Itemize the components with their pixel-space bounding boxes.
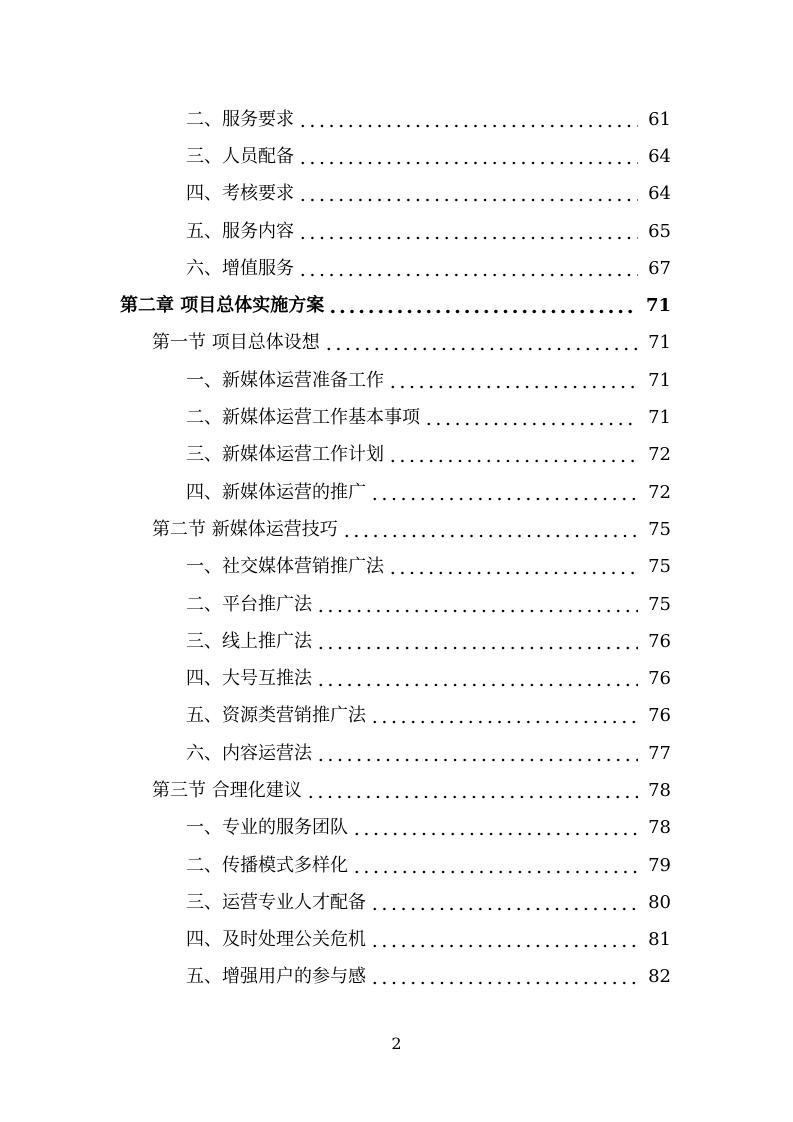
toc-entry[interactable]: [0, 101, 671, 138]
dot-leader: [352, 819, 638, 837]
dot-leader: [370, 894, 638, 912]
toc-entry[interactable]: [0, 884, 671, 921]
toc-entry-page: 72: [648, 481, 671, 503]
dot-leader: [298, 111, 638, 129]
toc-entry[interactable]: [0, 250, 671, 287]
toc-entry-page: 71: [648, 332, 671, 354]
toc-entry-title: 二、平台推广法: [186, 593, 312, 615]
toc-entry-page: 78: [648, 817, 671, 839]
toc-entry-title: 三、人员配备: [186, 145, 294, 167]
toc-entry-page: 71: [648, 407, 671, 429]
toc-entry[interactable]: [0, 287, 671, 324]
toc-entry-page: 81: [648, 929, 671, 951]
dot-leader: [298, 223, 638, 241]
toc-entry-title: 一、社交媒体营销推广法: [186, 556, 384, 578]
toc-entry[interactable]: [0, 698, 671, 735]
toc-entry[interactable]: [0, 810, 671, 847]
toc-entry-title: 一、新媒体运营准备工作: [186, 369, 384, 391]
toc-entry-page: 75: [648, 556, 671, 578]
toc-entry-page: 76: [648, 630, 671, 652]
toc-entry-title: 三、线上推广法: [186, 630, 312, 652]
dot-leader: [298, 185, 638, 203]
dot-leader: [342, 521, 638, 539]
toc-entry-page: 64: [648, 183, 671, 205]
toc-entry[interactable]: [0, 549, 671, 586]
toc-entry-title: 六、增值服务: [186, 257, 294, 279]
dot-leader: [316, 596, 638, 614]
toc-entry-page: 80: [648, 891, 671, 913]
toc-entry-title: 五、增强用户的参与感: [186, 966, 366, 988]
toc-entry[interactable]: [0, 959, 671, 996]
dot-leader: [370, 707, 638, 725]
toc-entry-page: 76: [648, 705, 671, 727]
table-of-contents: [0, 101, 793, 996]
dot-leader: [370, 484, 638, 502]
toc-entry[interactable]: [0, 138, 671, 175]
toc-entry[interactable]: [0, 474, 671, 511]
toc-entry-page: 71: [648, 369, 671, 391]
toc-entry-page: 64: [648, 145, 671, 167]
dot-leader: [316, 745, 638, 763]
toc-entry[interactable]: [0, 586, 671, 623]
toc-entry-title: 三、新媒体运营工作计划: [186, 444, 384, 466]
page-number: 2: [391, 1034, 402, 1053]
toc-entry-page: 75: [648, 593, 671, 615]
dot-leader: [424, 409, 638, 427]
toc-entry-title: 二、服务要求: [186, 108, 294, 130]
toc-entry-title: 六、内容运营法: [186, 742, 312, 764]
toc-entry-title: 第一节 项目总体设想: [152, 332, 320, 354]
toc-entry-title: 四、新媒体运营的推广: [186, 481, 366, 503]
dot-leader: [316, 633, 638, 651]
dot-leader: [316, 670, 638, 688]
toc-entry[interactable]: [0, 660, 671, 697]
toc-entry-title: 第三节 合理化建议: [152, 779, 302, 801]
toc-entry-title: 第二节 新媒体运营技巧: [152, 518, 338, 540]
toc-entry-title: 五、资源类营销推广法: [186, 705, 366, 727]
dot-leader: [298, 260, 638, 278]
dot-leader: [324, 334, 638, 352]
dot-leader: [298, 148, 638, 166]
toc-entry[interactable]: [0, 847, 671, 884]
toc-entry-title: 二、新媒体运营工作基本事项: [186, 407, 420, 429]
toc-entry[interactable]: [0, 437, 671, 474]
toc-entry-page: 77: [648, 742, 671, 764]
toc-entry-page: 65: [648, 220, 671, 242]
toc-entry-page: 72: [648, 444, 671, 466]
dot-leader: [328, 297, 636, 315]
dot-leader: [388, 446, 638, 464]
toc-entry-title: 第二章 项目总体实施方案: [120, 295, 325, 317]
toc-entry-title: 四、考核要求: [186, 183, 294, 205]
toc-entry-page: 76: [648, 668, 671, 690]
toc-entry-page: 61: [648, 108, 671, 130]
toc-entry[interactable]: [0, 511, 671, 548]
toc-entry[interactable]: [0, 362, 671, 399]
toc-entry-page: 79: [648, 854, 671, 876]
toc-entry-page: 82: [648, 966, 671, 988]
toc-entry[interactable]: [0, 399, 671, 436]
toc-entry-title: 一、专业的服务团队: [186, 817, 348, 839]
toc-entry-page: 78: [648, 779, 671, 801]
dot-leader: [306, 782, 638, 800]
toc-entry-title: 四、大号互推法: [186, 668, 312, 690]
toc-entry[interactable]: [0, 922, 671, 959]
toc-entry-title: 五、服务内容: [186, 220, 294, 242]
toc-entry[interactable]: [0, 213, 671, 250]
dot-leader: [370, 968, 638, 986]
toc-entry[interactable]: [0, 325, 671, 362]
toc-entry-title: 三、运营专业人才配备: [186, 891, 366, 913]
toc-entry[interactable]: [0, 623, 671, 660]
toc-entry-title: 二、传播模式多样化: [186, 854, 348, 876]
toc-entry-page: 71: [645, 295, 671, 317]
toc-entry-title: 四、及时处理公关危机: [186, 929, 366, 951]
dot-leader: [388, 558, 638, 576]
toc-entry[interactable]: [0, 735, 671, 772]
toc-entry[interactable]: [0, 176, 671, 213]
toc-entry-page: 75: [648, 518, 671, 540]
toc-entry[interactable]: [0, 772, 671, 809]
toc-entry-page: 67: [648, 257, 671, 279]
dot-leader: [388, 372, 638, 390]
dot-leader: [370, 931, 638, 949]
dot-leader: [352, 857, 638, 875]
